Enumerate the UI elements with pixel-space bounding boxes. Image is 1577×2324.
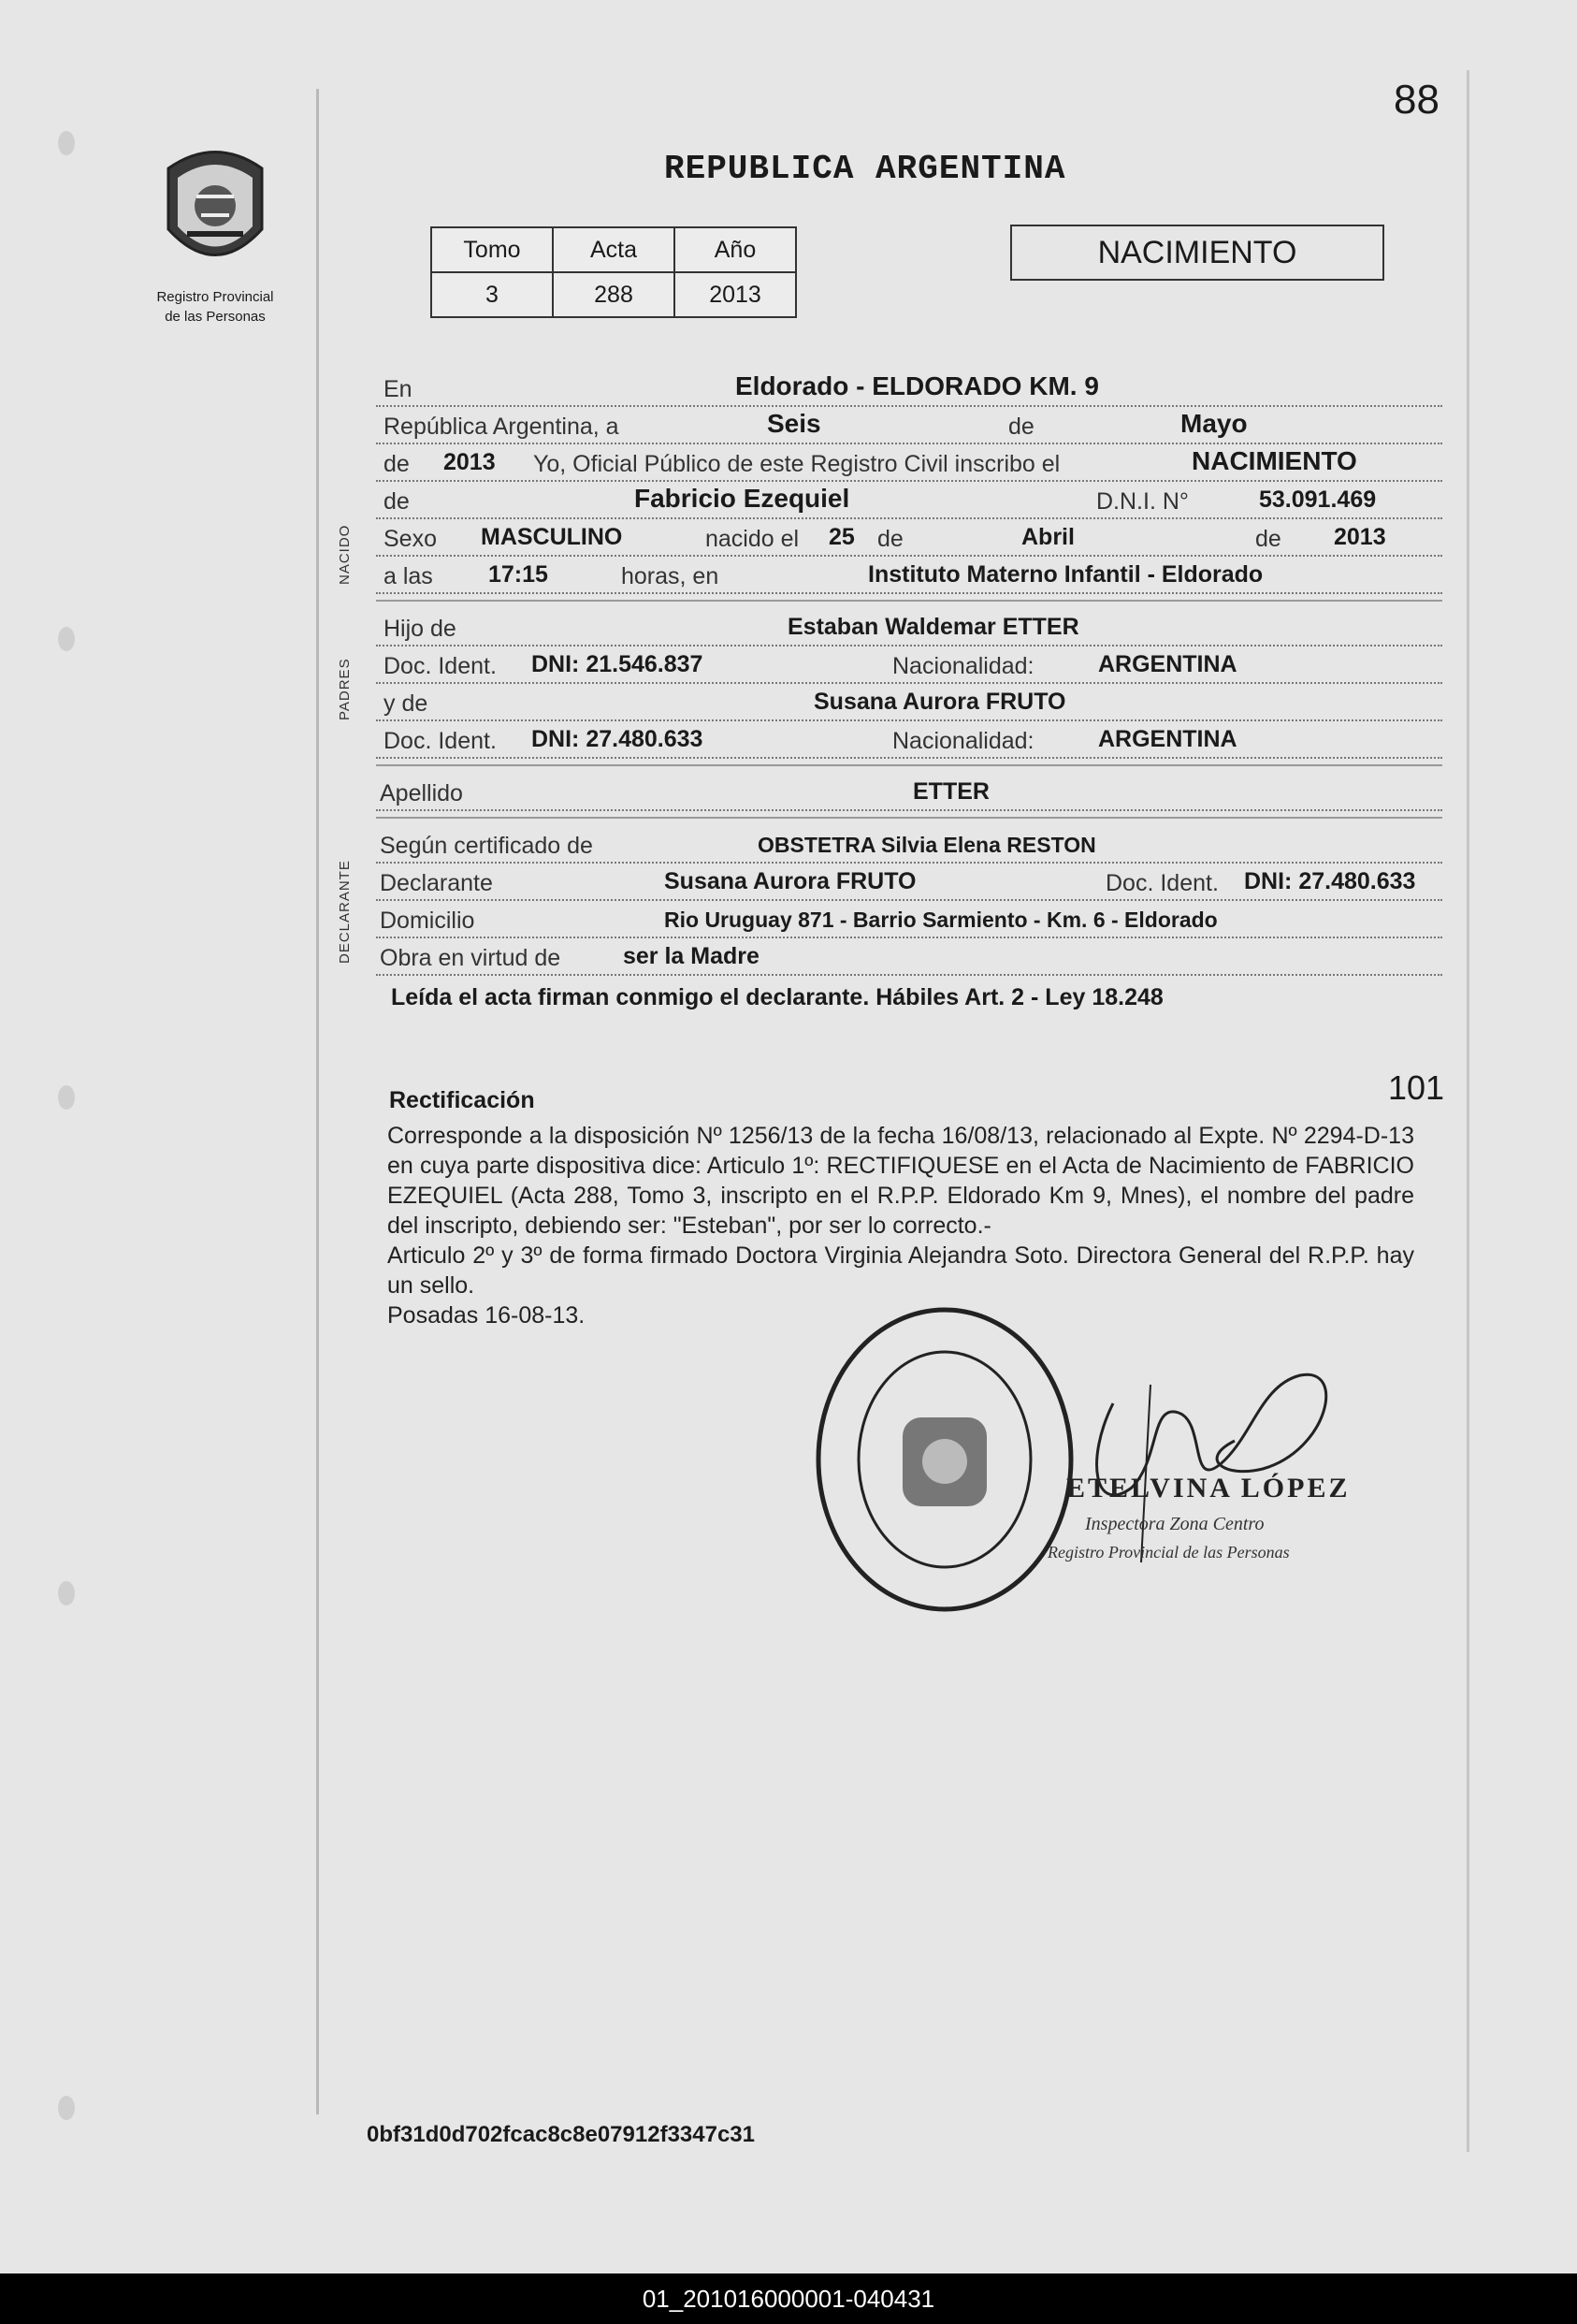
page-border-left (316, 89, 319, 2114)
td-tomo: 3 (431, 272, 553, 317)
footer-id-bar: 01_201016000001-040431 (0, 2273, 1577, 2324)
rectification-paragraph-2: Articulo 2º y 3º de forma firmado Doctora Virginia Alejandra Soto. Directora General del R.P.P. hay un sello. (387, 1242, 1414, 1299)
value-nac-anio: 2013 (1334, 524, 1386, 550)
th-ano: Año (674, 227, 796, 272)
label-declarante: Declarante (380, 870, 493, 896)
value-declarante-doc: DNI: 27.480.633 (1244, 868, 1416, 894)
value-anio: 2013 (443, 449, 496, 475)
rectification-paragraph-3: Posadas 16-08-13. (387, 1302, 586, 1329)
crest-icon (150, 140, 281, 281)
row-domicilio (376, 901, 1442, 938)
label-domicilio: Domicilio (380, 908, 475, 934)
label-segun: Según certificado de (380, 833, 593, 859)
value-nombre: Fabricio Ezequiel (634, 484, 850, 513)
punch-hole (58, 2096, 75, 2120)
value-sexo: MASCULINO (481, 524, 623, 550)
label-de5: de (1255, 526, 1281, 552)
label-doc: Doc. Ident. (383, 653, 497, 679)
svg-text:ETELVINA LÓPEZ: ETELVINA LÓPEZ (1066, 1473, 1351, 1503)
row-sexo (376, 519, 1442, 557)
label-dni: D.N.I. N° (1096, 488, 1189, 515)
th-acta: Acta (553, 227, 674, 272)
rectification-number: 101 (1388, 1068, 1445, 1107)
tomo-acta-ano-table (430, 226, 797, 318)
official-seal-icon (804, 1300, 1085, 1619)
birth-record-form (376, 370, 1442, 976)
td-acta: 288 (553, 272, 674, 317)
value-inscribo: NACIMIENTO (1192, 446, 1357, 475)
value-padre-doc: DNI: 21.546.837 (531, 651, 703, 677)
label-nacido: nacido el (705, 526, 800, 552)
row-hijo (376, 609, 1442, 646)
document-title: REPUBLICA ARGENTINA (664, 150, 1066, 188)
punch-hole (58, 1085, 75, 1110)
value-padre: Estaban Waldemar ETTER (788, 614, 1079, 640)
row-madre-doc (376, 721, 1442, 759)
punch-hole (58, 131, 75, 155)
crest-label-1: Registro Provincial (156, 289, 274, 305)
row-padre-doc (376, 646, 1442, 684)
value-domicilio: Rio Uruguay 871 - Barrio Sarmiento - Km. 6 - Eldorado (664, 908, 1218, 932)
label-de4: de (877, 526, 904, 552)
label-en: En (383, 376, 412, 402)
value-certificado: OBSTETRA Silvia Elena RESTON (758, 833, 1096, 857)
separator (376, 817, 1442, 819)
label-doc: Doc. Ident. (383, 728, 497, 754)
separator (376, 600, 1442, 602)
label-nacionalidad: Nacionalidad: (892, 728, 1034, 754)
row-en (376, 370, 1442, 407)
value-nac-mes: Abril (1021, 524, 1075, 550)
label-republica: República Argentina, a (383, 414, 619, 440)
row-segun (376, 826, 1442, 864)
punch-hole (58, 1581, 75, 1605)
page-border-right (1467, 70, 1469, 2152)
crest-label-2: de las Personas (165, 309, 266, 325)
punch-hole (58, 627, 75, 651)
value-madre-nac: ARGENTINA (1098, 726, 1237, 752)
value-hora: 17:15 (488, 561, 548, 588)
rectification-body (387, 1121, 1414, 1330)
label-alas: a las (383, 563, 433, 589)
section-nacido: NACIDO (337, 524, 353, 585)
section-declarante: DECLARANTE (337, 860, 353, 964)
row-nombre (376, 482, 1442, 519)
label-de: de (1008, 414, 1034, 440)
label-nacionalidad: Nacionalidad: (892, 653, 1034, 679)
value-madre: Susana Aurora FRUTO (814, 689, 1066, 715)
label-obra: Obra en virtud de (380, 945, 561, 971)
rectification-title: Rectificación (389, 1087, 535, 1113)
value-apellido: ETTER (913, 778, 990, 805)
leida-statement: Leída el acta firman conmigo el declarante. Hábiles Art. 2 - Ley 18.248 (391, 984, 1164, 1010)
value-nac-dia: 25 (829, 524, 855, 550)
value-padre-nac: ARGENTINA (1098, 651, 1237, 677)
label-apellido: Apellido (380, 780, 463, 806)
separator (376, 764, 1442, 766)
label-sexo: Sexo (383, 526, 437, 552)
record-type-box: NACIMIENTO (1010, 225, 1384, 281)
value-obra: ser la Madre (623, 943, 760, 969)
row-republica (376, 407, 1442, 444)
value-lugar: Instituto Materno Infantil - Eldorado (868, 561, 1264, 588)
label-de2: de (383, 451, 410, 477)
svg-text:Registro Provincial de las Per: Registro Provincial de las Personas (1048, 1543, 1290, 1561)
label-horas: horas, en (621, 563, 719, 589)
row-oficial (376, 444, 1442, 482)
label-yde: y de (383, 690, 428, 717)
provincial-crest (140, 140, 290, 325)
value-dni: 53.091.469 (1259, 487, 1377, 513)
row-apellido (376, 774, 1442, 811)
label-de3: de (383, 488, 410, 515)
value-madre-doc: DNI: 27.480.633 (531, 726, 703, 752)
row-hora (376, 557, 1442, 594)
label-oficial: Yo, Oficial Público de este Registro Civil inscribo el (533, 451, 1061, 477)
value-mes: Mayo (1180, 409, 1248, 438)
rectification-paragraph-1: Corresponde a la disposición Nº 1256/13 de la fecha 16/08/13, relacionado al Expte. Nº 2294-D-13 en cuya parte dispositiva dice: Articulo 1º: RECTIFIQUESE en el Acta de Nacimiento de FABRICIO EZEQUIEL (Acta 288, Tomo 3, inscripto en el R.P.P. Eldorado Km 9, Mnes), el nombre del padre del inscripto, debiendo ser: "Esteban", por ser lo correcto.- (387, 1123, 1414, 1239)
row-madre (376, 684, 1442, 721)
section-padres: PADRES (337, 658, 353, 720)
label-doc: Doc. Ident. (1106, 870, 1219, 896)
svg-text:Inspectora Zona Centro: Inspectora Zona Centro (1085, 1514, 1265, 1534)
value-dia: Seis (767, 409, 821, 438)
document-hash: 0bf31d0d702fcac8c8e07912f3347c31 (367, 2122, 755, 2147)
value-declarante: Susana Aurora FRUTO (664, 868, 917, 894)
signature-stamp-icon (1048, 1347, 1366, 1590)
row-obra (376, 938, 1442, 976)
th-tomo: Tomo (431, 227, 553, 272)
label-hijo: Hijo de (383, 616, 456, 642)
value-en: Eldorado - ELDORADO KM. 9 (735, 371, 1099, 400)
td-ano: 2013 (674, 272, 796, 317)
row-declarante (376, 864, 1442, 901)
page-number: 88 (1394, 77, 1440, 123)
